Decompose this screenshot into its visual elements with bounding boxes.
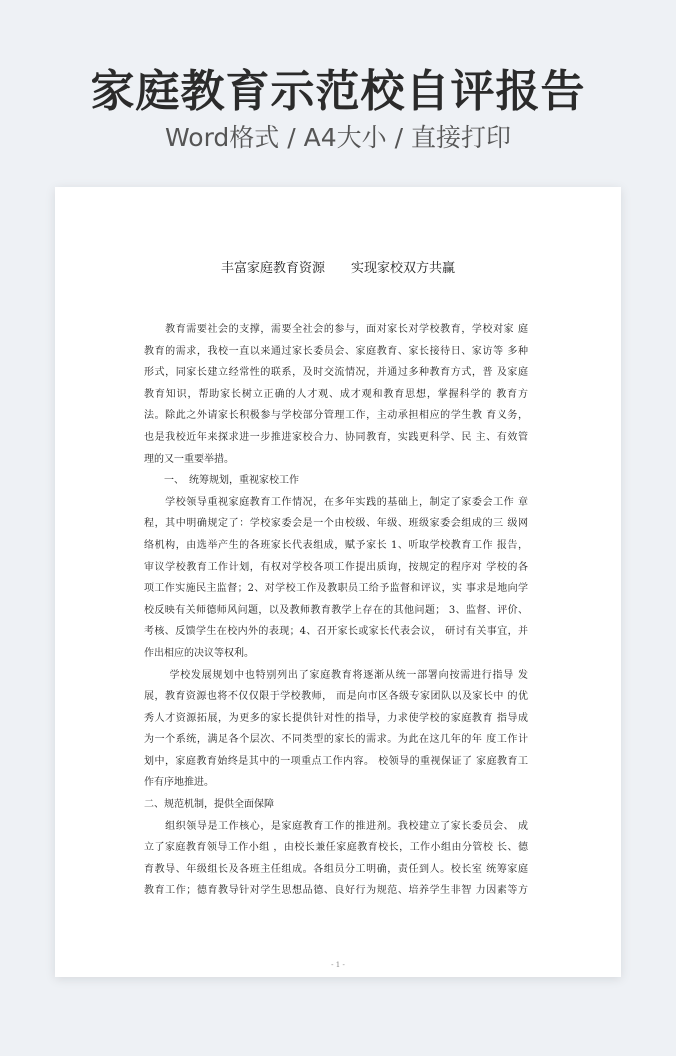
document-title: 丰富家庭教育资源 实现家校双方共赢 [220, 261, 455, 276]
banner-title: 家庭教育示范校自评报告 [90, 66, 586, 117]
body-line: 程，其中明确规定了：学校家委会是一个由校级、年级、班级家委会组成的三 级网 [144, 518, 528, 530]
body-line: 教育知识，帮助家长树立正确的人才观、成才观和教育思想，掌握科学的 教育方 [144, 388, 528, 400]
body-line: 教育的需求，我校一直以来通过家长委员会、家庭教育、家长接待日、家访等 多种 [144, 345, 528, 357]
document-body [144, 319, 528, 902]
body-line: 为一个系统，满足各个层次、不同类型的家长的需求。为此在这几年的年 度工作计 [144, 734, 528, 746]
section-heading: 二、规范机制，提供全面保障 [144, 799, 274, 811]
body-line: 审议学校教育工作计划，有权对学校各项工作提出质询，按规定的程序对 学校的各 [144, 561, 528, 573]
banner-subtitle: Word格式 / A4大小 / 直接打印 [165, 123, 511, 152]
body-line: 学校领导重视家庭教育工作情况，在多年实践的基础上，制定了家委会工作 章 [144, 496, 528, 508]
body-line: 校反映有关师德师风问题，以及教师教育教学上存在的其他问题； 3、监督、评价、 [144, 604, 528, 616]
body-line: 教育工作；德育教导针对学生思想品德、良好行为规范、培养学生非智 力因素等方 [144, 885, 528, 897]
body-line: 络机构，由选举产生的各班家长代表组成，赋予家长 1、听取学校教育工作 报告， [144, 539, 528, 551]
body-line: 育教导、年级组长及各班主任组成。各组员分工明确，责任到人。校长室 统筹家庭 [144, 863, 528, 875]
document-page [55, 187, 621, 977]
body-line: 组织领导是工作核心，是家庭教育工作的推进剂。我校建立了家长委员会、 成 [144, 820, 528, 832]
body-line: 考核、反馈学生在校内外的表现；4、召开家长或家长代表会议， 研讨有关事宜，并 [144, 626, 528, 638]
body-line: 学校发展规划中也特别列出了家庭教育将逐渐从统一部署向按需进行指导 发 [144, 669, 528, 681]
body-line: 划中，家庭教育始终是其中的一项重点工作内容。 校领导的重视保证了 家庭教育工 [144, 755, 528, 767]
body-line: 项工作实施民主监督；2、对学校工作及教职员工给予监督和评议，实 事求是地向学 [144, 583, 528, 595]
page-number: - 1 - [331, 961, 345, 969]
section-heading: 一、 统筹规划，重视家校工作 [144, 475, 299, 487]
body-line: 也是我校近年来探求进一步推进家校合力、协同教育，实践更科学、民 主、有效管 [144, 431, 528, 443]
body-line: 秀人才资源拓展，为更多的家长提供针对性的指导，力求使学校的家庭教育 指导成 [144, 712, 528, 724]
body-line: 作出相应的决议等权利。 [144, 647, 254, 659]
body-line: 形式，同家长建立经常性的联系，及时交流情况，并通过多种教育方式，普 及家庭 [144, 367, 528, 379]
body-line: 展，教育资源也将不仅仅限于学校教师， 而是向市区各级专家团队以及家长中 的优 [144, 691, 528, 703]
body-line: 教育需要社会的支撑，需要全社会的参与，面对家长对学校教育，学校对家 庭 [144, 324, 528, 335]
body-line: 作有序地推进。 [144, 777, 214, 789]
body-line: 理的又一重要举措。 [144, 453, 234, 465]
body-line: 法。除此之外请家长积极参与学校部分管理工作，主动承担相应的学生教 育义务， [144, 410, 528, 422]
body-line: 立了家庭教育领导工作小组 ，由校长兼任家庭教育校长，工作小组由分管校 长、德 [144, 842, 528, 854]
